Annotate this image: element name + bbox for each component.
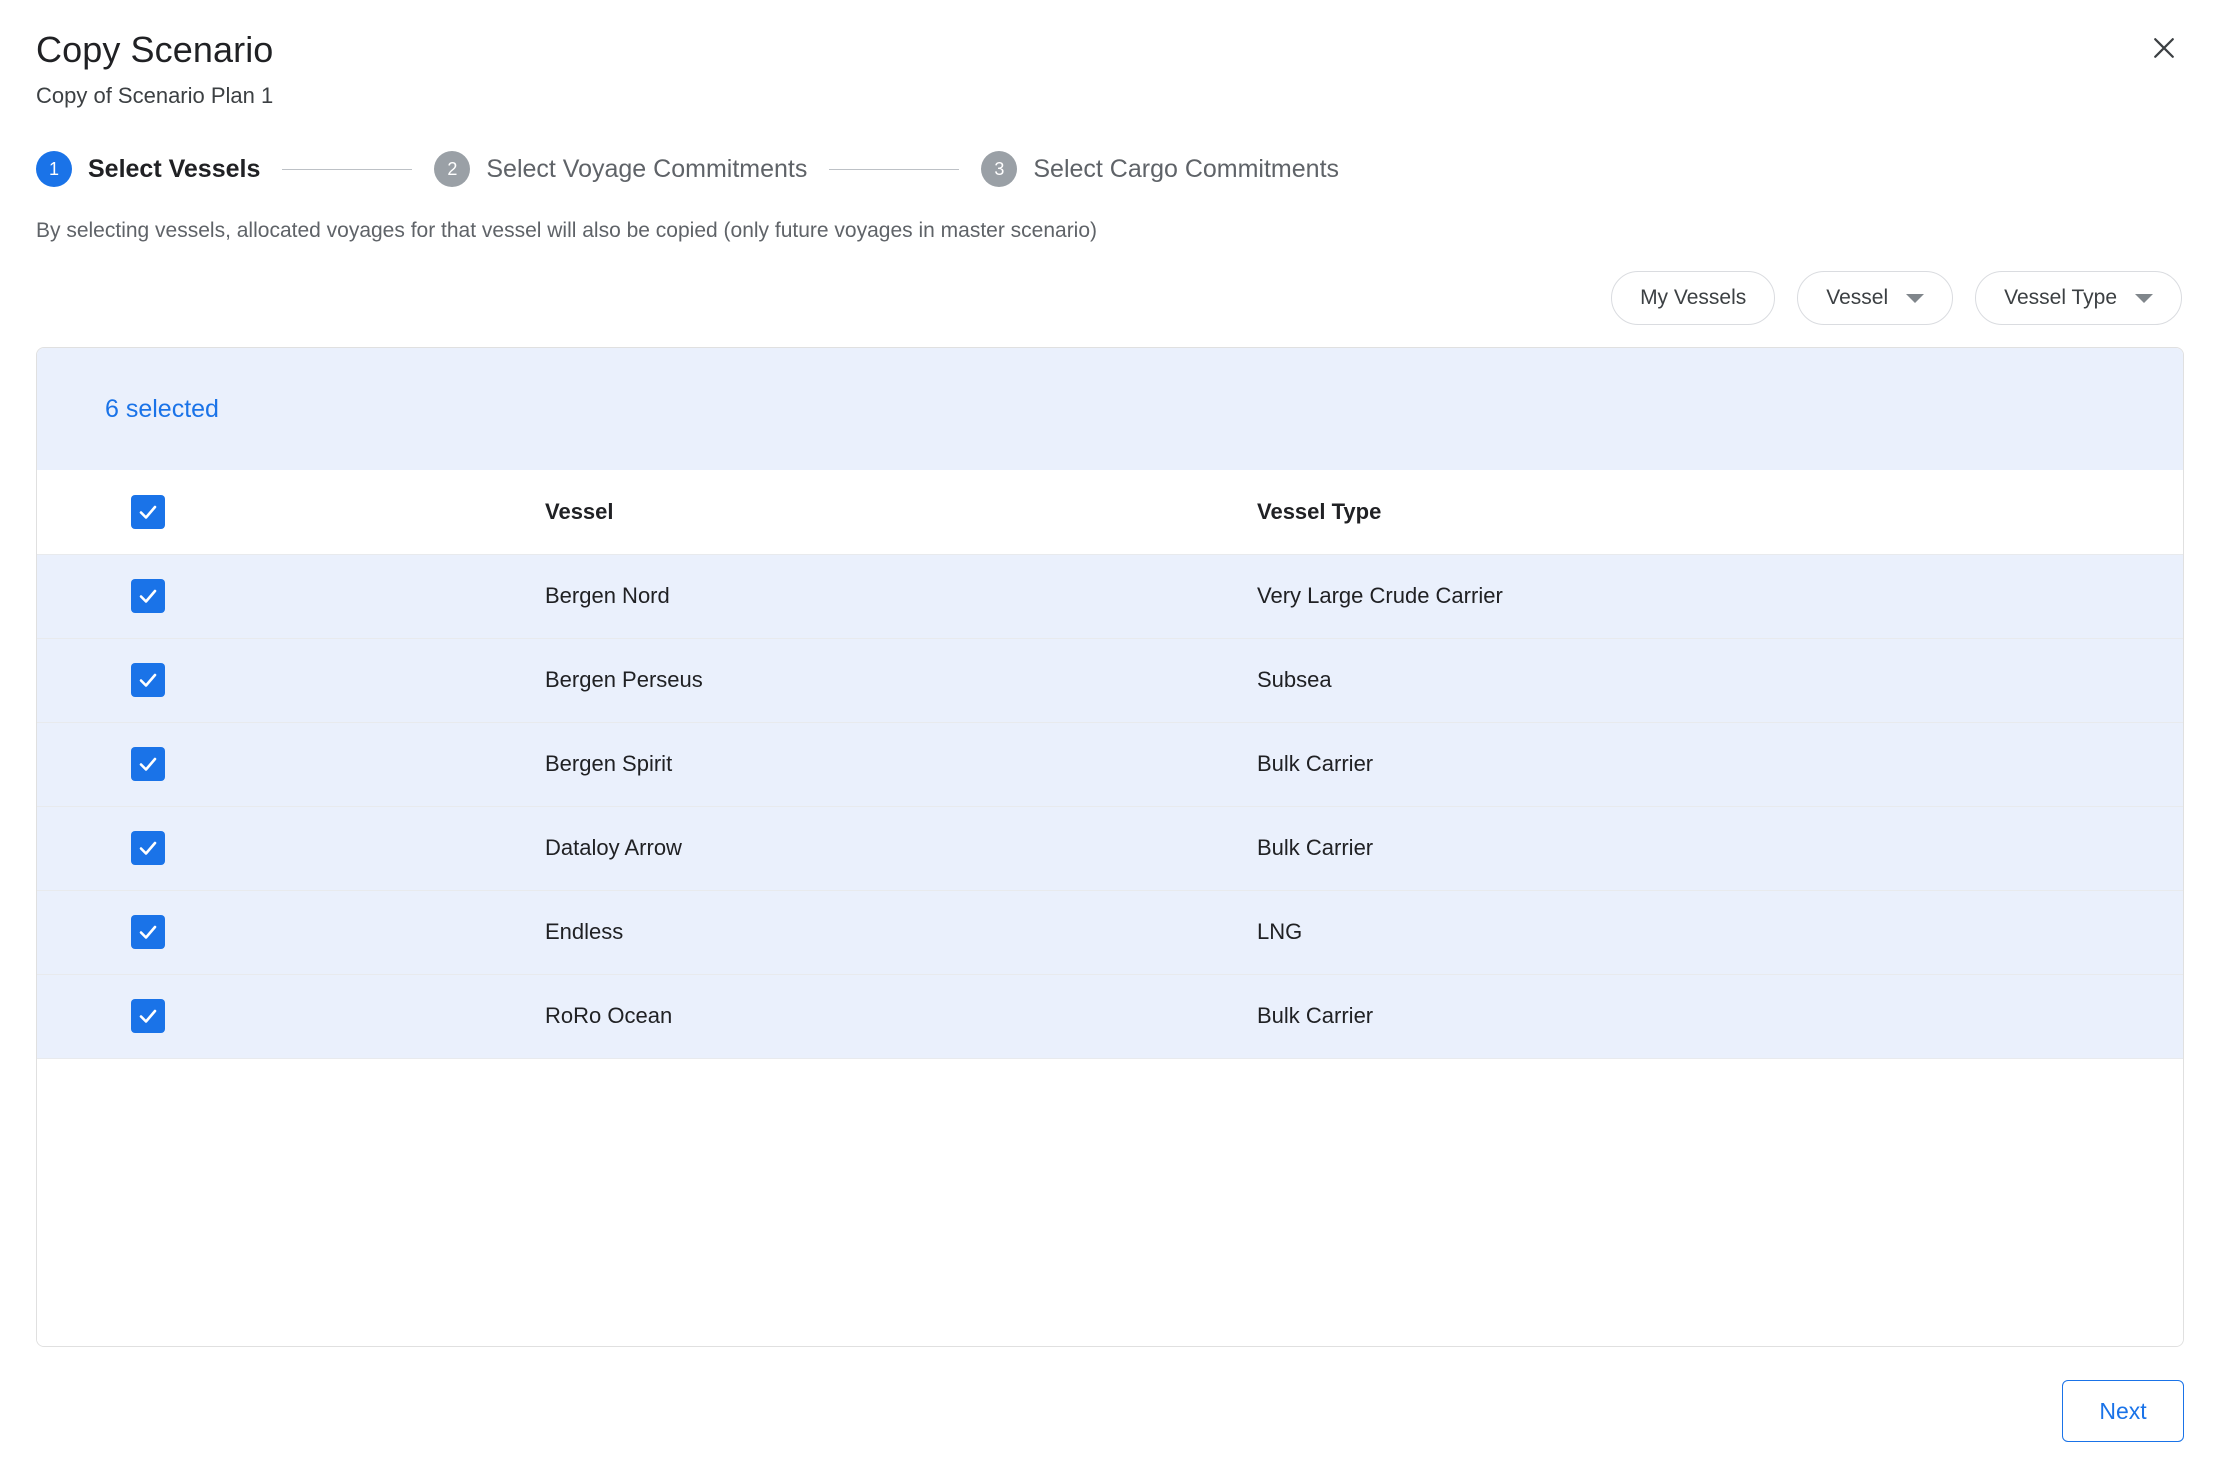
selection-banner xyxy=(37,348,2183,470)
table-row[interactable] xyxy=(37,638,2183,722)
row-checkbox[interactable] xyxy=(131,663,165,697)
row-checkbox-cell xyxy=(37,722,537,806)
cell-vessel-type: Bulk Carrier xyxy=(1257,722,2183,806)
cell-vessel-name: Dataloy Arrow xyxy=(537,806,1257,890)
cell-vessel-type: Subsea xyxy=(1257,638,2183,722)
chevron-down-icon xyxy=(2135,294,2153,303)
vessel-filter-label: Vessel xyxy=(1826,286,1889,310)
selection-hint: By selecting vessels, allocated voyages for that vessel will also be copied (only future voyages in master scenario) xyxy=(36,219,1098,243)
row-checkbox[interactable] xyxy=(131,915,165,949)
step-select-voyage-commitments[interactable] xyxy=(434,151,807,187)
step-2-label: Select Voyage Commitments xyxy=(486,154,808,183)
table-row[interactable] xyxy=(37,974,2183,1058)
cell-vessel-name: Endless xyxy=(537,890,1257,974)
row-checkbox[interactable] xyxy=(131,831,165,865)
step-1-number: 1 xyxy=(36,151,72,187)
cell-vessel-name: Bergen Spirit xyxy=(537,722,1257,806)
table-row[interactable] xyxy=(37,554,2183,638)
table-header-row xyxy=(37,470,2183,554)
row-checkbox[interactable] xyxy=(131,999,165,1033)
dialog-subtitle: Copy of Scenario Plan 1 xyxy=(36,83,274,109)
row-checkbox-cell xyxy=(37,806,537,890)
table-row[interactable] xyxy=(37,890,2183,974)
step-3-number: 3 xyxy=(981,151,1017,187)
step-3-label: Select Cargo Commitments xyxy=(1033,154,1340,183)
row-checkbox-cell xyxy=(37,890,537,974)
vessel-table xyxy=(37,470,2183,1059)
selected-count-label: 6 selected xyxy=(105,394,219,423)
vessel-table-body xyxy=(37,554,2183,1058)
column-header-vessel: Vessel xyxy=(537,470,1257,554)
stepper xyxy=(36,147,2184,191)
step-select-cargo-commitments[interactable] xyxy=(981,151,1339,187)
chevron-down-icon xyxy=(1906,294,1924,303)
row-checkbox-cell xyxy=(37,554,537,638)
vessel-table-card xyxy=(36,347,2184,1347)
vessel-type-filter-dropdown[interactable] xyxy=(1975,271,2182,325)
cell-vessel-type: Bulk Carrier xyxy=(1257,806,2183,890)
vessel-filter-dropdown[interactable] xyxy=(1797,271,1953,325)
cell-vessel-type: LNG xyxy=(1257,890,2183,974)
row-checkbox-cell xyxy=(37,974,537,1058)
cell-vessel-type: Very Large Crude Carrier xyxy=(1257,554,2183,638)
column-header-vessel-type: Vessel Type xyxy=(1257,470,2183,554)
my-vessels-filter-label: My Vessels xyxy=(1640,286,1747,310)
table-empty-space xyxy=(37,1059,2183,1348)
table-row[interactable] xyxy=(37,806,2183,890)
cell-vessel-type: Bulk Carrier xyxy=(1257,974,2183,1058)
cell-vessel-name: RoRo Ocean xyxy=(537,974,1257,1058)
row-checkbox[interactable] xyxy=(131,579,165,613)
step-1-label: Select Vessels xyxy=(88,154,261,183)
step-2-number: 2 xyxy=(434,151,470,187)
step-select-vessels[interactable] xyxy=(36,151,260,187)
next-button[interactable]: Next xyxy=(2062,1380,2184,1442)
close-icon[interactable] xyxy=(2142,26,2186,70)
page-title: Copy Scenario xyxy=(36,29,274,70)
vessel-type-filter-label: Vessel Type xyxy=(2004,286,2117,310)
row-checkbox-cell xyxy=(37,638,537,722)
select-all-checkbox[interactable] xyxy=(131,495,165,529)
step-divider-2 xyxy=(829,169,959,170)
my-vessels-filter-button[interactable] xyxy=(1611,271,1775,325)
filter-bar xyxy=(36,271,2184,325)
step-divider-1 xyxy=(282,169,412,170)
cell-vessel-name: Bergen Nord xyxy=(537,554,1257,638)
cell-vessel-name: Bergen Perseus xyxy=(537,638,1257,722)
select-all-header xyxy=(37,470,537,554)
row-checkbox[interactable] xyxy=(131,747,165,781)
table-row[interactable] xyxy=(37,722,2183,806)
dialog-footer xyxy=(2062,1380,2184,1442)
